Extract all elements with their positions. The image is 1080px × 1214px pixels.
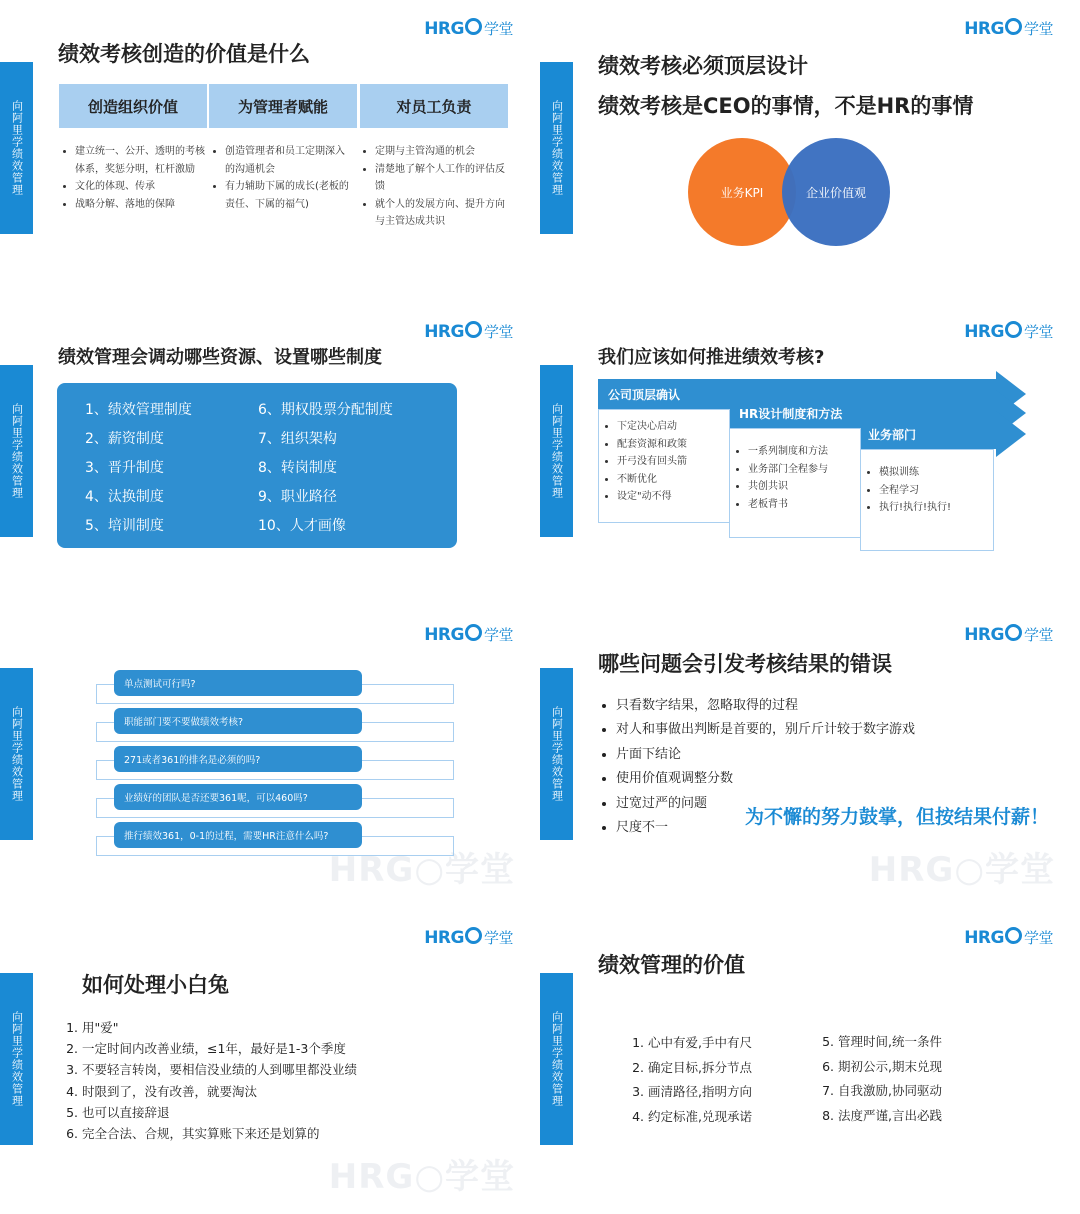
list-item: 6. 完全合法、合规，其实算账下来还是划算的 — [82, 1123, 357, 1144]
list-item: 2、薪资制度 — [85, 431, 164, 447]
list-item: 3、晋升制度 — [85, 460, 164, 476]
slide-5 — [0, 606, 540, 909]
list-item: • 战略分解、落地的保障 — [75, 196, 205, 214]
hrgo-logo: HRG 学堂 — [424, 625, 513, 645]
slide-6 — [540, 606, 1080, 909]
question-pill: 职能部门要不要做绩效考核? — [114, 708, 362, 734]
logo-ring-icon — [465, 321, 482, 338]
slogan: 为不懈的努力鼓掌，但按结果付薪！ — [745, 806, 1050, 828]
list-item: • 业务部门全程参与 — [748, 461, 856, 479]
logo-ring-icon — [1005, 18, 1022, 35]
list-item: 3. 不要轻言转岗，要相信没业绩的人到哪里都没业绩 — [82, 1059, 357, 1080]
action-list — [60, 1017, 357, 1144]
sidebar-label: 向阿里学绩效管理 — [0, 668, 33, 840]
slide-title: 绩效考核必须顶层设计 — [598, 54, 808, 78]
sidebar-label: 向阿里学绩效管理 — [0, 365, 33, 537]
watermark: HRG○学堂 — [328, 1157, 515, 1197]
slide-title: 绩效管理的价值 — [598, 953, 745, 977]
list-item: • 片面下结论 — [616, 743, 915, 767]
hrgo-logo: HRG 学堂 — [964, 625, 1053, 645]
list-item: 2. 一定时间内改善业绩，≤1年，最好是1-3个季度 — [82, 1038, 357, 1059]
watermark: HRG○学堂 — [868, 850, 1055, 890]
logo-ring-icon — [1005, 927, 1022, 944]
list-item: 5. 管理时间,统一条件 — [838, 1030, 942, 1055]
list-item: 9、职业路径 — [258, 489, 337, 505]
list-item: • 共创共识 — [748, 478, 856, 496]
slide-7 — [0, 909, 540, 1214]
step-arrow: 公司顶层确认 — [598, 379, 998, 409]
list-item: 7. 自我激励,协同驱动 — [838, 1079, 942, 1104]
question-pill: 业绩好的团队是否还要361呢，可以460吗? — [114, 784, 362, 810]
list-item: 8. 法度严谨,言出必践 — [838, 1104, 942, 1129]
list-item: • 有力辅助下属的成长(老板的责任、下属的福气) — [225, 178, 353, 213]
hrgo-logo: HRG 学堂 — [424, 19, 513, 39]
slide-title: 绩效管理会调动哪些资源、设置哪些制度 — [58, 347, 382, 368]
slide-subtitle: 绩效考核是CEO的事情，不是HR的事情 — [598, 94, 974, 118]
kpi-circle: 业务KPI — [688, 138, 796, 246]
sidebar-label: 向阿里学绩效管理 — [540, 62, 573, 234]
hrgo-logo: HRG 学堂 — [964, 322, 1053, 342]
step-box — [598, 409, 730, 523]
list-item: 8、转岗制度 — [258, 460, 337, 476]
list-item: • 只看数字结果，忽略取得的过程 — [616, 694, 915, 718]
column-header: 创造组织价值 — [59, 84, 207, 128]
list-item: 5、培训制度 — [85, 518, 164, 534]
list-item: • 下定决心启动 — [617, 418, 725, 436]
list-item: 1、绩效管理制度 — [85, 402, 192, 418]
list-item: 3. 画清路径,指明方向 — [648, 1080, 752, 1105]
list-item: 1. 用"爱" — [82, 1017, 357, 1038]
question-pill: 271或者361的排名是必须的吗? — [114, 746, 362, 772]
column-header: 为管理者赋能 — [209, 84, 357, 128]
question-pill: 推行绩效361，0-1的过程，需要HR注意什么吗? — [114, 822, 362, 848]
watermark: HRG○学堂 — [328, 850, 515, 890]
step-arrow: HR设计制度和方法 — [729, 398, 998, 428]
list-item: 6、期权股票分配制度 — [258, 402, 393, 418]
arrow-head-icon — [996, 411, 1026, 457]
value-list-right — [816, 1030, 942, 1128]
list-item: • 就个人的发展方向、提升方向与主管达成共识 — [375, 196, 509, 231]
slide-title: 如何处理小白兔 — [82, 973, 229, 997]
slide-title: 绩效考核创造的价值是什么 — [58, 42, 310, 66]
sidebar-label: 向阿里学绩效管理 — [540, 365, 573, 537]
slide-8 — [540, 909, 1080, 1214]
hrgo-logo: HRG 学堂 — [964, 19, 1053, 39]
list-item: • 不断优化 — [617, 471, 725, 489]
bullet-list — [363, 143, 509, 231]
list-item: • 开弓没有回头箭 — [617, 453, 725, 471]
list-item: 4. 时限到了，没有改善，就要淘汰 — [82, 1081, 357, 1102]
list-item: • 执行!执行!执行! — [879, 499, 989, 517]
hrgo-logo: HRG 学堂 — [964, 928, 1053, 948]
list-item: • 过宽过严的问题 — [616, 792, 915, 816]
list-item: • 全程学习 — [879, 482, 989, 500]
list-item: • 清楚地了解个人工作的评估反馈 — [375, 161, 509, 196]
bullet-list — [63, 143, 205, 213]
step-box — [729, 428, 861, 538]
list-item: • 使用价值观调整分数 — [616, 767, 915, 791]
list-item: 5. 也可以直接辞退 — [82, 1102, 357, 1123]
list-item: • 一系列制度和方法 — [748, 443, 856, 461]
values-circle: 企业价值观 — [782, 138, 890, 246]
logo-ring-icon — [1005, 321, 1022, 338]
list-item: • 设定"动不得 — [617, 488, 725, 506]
question-pill: 单点测试可行吗? — [114, 670, 362, 696]
list-item: • 对人和事做出判断是首要的，别斤斤计较于数字游戏 — [616, 718, 915, 742]
system-list-box — [57, 383, 457, 548]
list-item: 4、汰换制度 — [85, 489, 164, 505]
list-item: • 配套资源和政策 — [617, 436, 725, 454]
slide-1 — [0, 0, 540, 303]
logo-ring-icon — [465, 18, 482, 35]
list-item: 10、人才画像 — [258, 518, 346, 534]
list-item: 2. 确定目标,拆分节点 — [648, 1056, 752, 1081]
list-item: • 文化的体现、传承 — [75, 178, 205, 196]
slide-title: 我们应该如何推进绩效考核? — [598, 347, 825, 368]
slide-2 — [540, 0, 1080, 303]
list-item: • 创造管理者和员工定期深入的沟通机会 — [225, 143, 353, 178]
list-item: • 尺度不一 — [616, 816, 915, 840]
sidebar-label: 向阿里学绩效管理 — [0, 973, 33, 1145]
list-item: 7、组织架构 — [258, 431, 337, 447]
list-item: • 定期与主管沟通的机会 — [375, 143, 509, 161]
sidebar-label: 向阿里学绩效管理 — [540, 668, 573, 840]
sidebar-label: 向阿里学绩效管理 — [540, 973, 573, 1145]
bullet-list — [213, 143, 353, 213]
list-item: • 建立统一、公开、透明的考核体系，奖惩分明，杠杆激励 — [75, 143, 205, 178]
logo-ring-icon — [1005, 624, 1022, 641]
value-list-left — [626, 1031, 752, 1129]
list-item: • 老板背书 — [748, 496, 856, 514]
slide-title: 哪些问题会引发考核结果的错误 — [598, 652, 892, 676]
slide-3 — [0, 303, 540, 606]
logo-ring-icon — [465, 927, 482, 944]
logo-ring-icon — [465, 624, 482, 641]
list-item: 4. 约定标准,兑现承诺 — [648, 1105, 752, 1130]
list-item: • 模拟训练 — [879, 464, 989, 482]
hrgo-logo: HRG 学堂 — [424, 928, 513, 948]
column-header: 对员工负责 — [360, 84, 508, 128]
slide-4 — [540, 303, 1080, 606]
sidebar-label: 向阿里学绩效管理 — [0, 62, 33, 234]
step-arrow: 业务部门 — [858, 419, 998, 449]
list-item: 1. 心中有爱,手中有尺 — [648, 1031, 752, 1056]
hrgo-logo: HRG 学堂 — [424, 322, 513, 342]
step-box — [860, 449, 994, 551]
list-item: 6. 期初公示,期末兑现 — [838, 1055, 942, 1080]
